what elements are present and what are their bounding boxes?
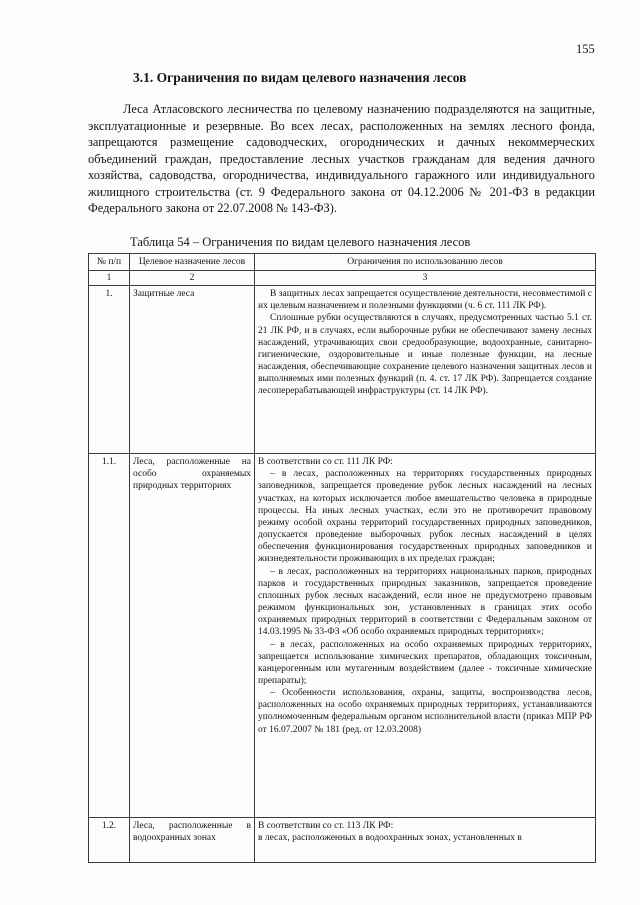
row-restrictions <box>255 818 596 863</box>
table-header-row <box>89 254 596 271</box>
row-purpose: Леса, расположенные на особо охраняемых природных территориях <box>130 454 255 818</box>
table-caption: Таблица 54 – Ограничения по видам целевого назначения лесов <box>130 235 471 249</box>
row-number: 1. <box>89 286 130 454</box>
row-number: 1.1. <box>89 454 130 818</box>
table-row <box>89 818 596 863</box>
row-restrictions <box>255 286 596 454</box>
intro-paragraph: Леса Атласовского лесничества по целевому назначению подразделяются на защитные, эксплуатационные и резервные. Во всех лесах, расположенных на землях лесного фонда, запрещаются размещение садоводческих, огороднических и дачных некоммерческих объединений граждан, предоставление лесных участков гражданам для ведения дачного хозяйства, садоводства, огородничества, индивидуального гаражного или индивидуального жилищного строительства (ст. 9 Федерального закона от 04.12.2006 № 201-ФЗ в редакции Федерального закона от 22.07.2008 № 143-ФЗ). <box>88 102 595 215</box>
restriction-paragraph: в лесах, расположенных в водоохранных зонах, установленных в <box>258 833 522 844</box>
restriction-paragraph: – Особенности использования, охраны, защиты, воспроизводства лесов, расположенных на особо охраняемых природных территориях, устанавливаются уполномоченным федеральным органом исполнительной власти (приказ МПР РФ от 16.07.2007 № 181 (ред. от 12.03.2008) <box>258 688 592 735</box>
intro-text <box>88 101 595 217</box>
row-purpose: Леса, расположенные в водоохранных зонах <box>130 818 255 863</box>
header-purpose: Целевое назначение лесов <box>130 254 255 271</box>
restriction-paragraph: В соответствии со ст. 113 ЛК РФ: <box>258 821 394 832</box>
page-number: 155 <box>576 42 595 56</box>
restriction-paragraph: – в лесах, расположенных на территориях государственных природных заповедников, запрещается проведение рубок лесных насаждений на лесных участках, на которых исключается любое вмешательство человека в природные процессы. На иных лесных участках, если это не противоречит правовому режиму особой охраны территорий государственных природных заповедников, допускается проведение выборочных рубок лесных насаждений в целях обеспечения функционирования государственных природных заповедников и жизнедеятельности проживающих в их пределах граждан; <box>258 469 592 565</box>
row-restrictions <box>255 454 596 818</box>
column-index: 2 <box>130 271 255 286</box>
column-index: 1 <box>89 271 130 286</box>
table-row <box>89 286 596 454</box>
column-index-row <box>89 271 596 286</box>
header-number: № п/п <box>89 254 130 271</box>
table-row <box>89 454 596 818</box>
row-number: 1.2. <box>89 818 130 863</box>
restrictions-table <box>88 253 596 863</box>
restriction-paragraph: В соответствии со ст. 111 ЛК РФ: <box>258 457 393 468</box>
header-restrictions: Ограничения по использованию лесов <box>255 254 596 271</box>
column-index: 3 <box>255 271 596 286</box>
restriction-paragraph: В защитных лесах запрещается осуществление деятельности, несовместимой с их целевым назначением и полезными функциями (ч. 6 ст. 111 ЛК РФ). <box>258 289 592 312</box>
row-purpose: Защитные леса <box>130 286 255 454</box>
section-heading: 3.1. Ограничения по видам целевого назначения лесов <box>133 70 467 85</box>
restriction-paragraph: Сплошные рубки осуществляются в случаях, предусмотренных частью 5.1 ст. 21 ЛК РФ, и в случаях, если выборочные рубки не обеспечивают замену лесных насаждений, утрачивающих свои средообразующие, водоохранные, санитарно-гигиенические, оздоровительные и иные полезные функции, на лесные насаждения, обеспечивающие сохранение целевого назначения защитных лесов и выполняемых ими полезных функций (п. 4. ст. 17 ЛК РФ). Запрещается создание лесоперерабатывающей инфраструктуры (ст. 14 ЛК РФ). <box>258 313 592 397</box>
restriction-paragraph: – в лесах, расположенных на особо охраняемых природных территориях, запрещается использование химических препаратов, обладающих токсичным, канцерогенным или мутагенным воздействием (далее - токсичные химические препараты); <box>258 639 592 686</box>
restriction-paragraph: – в лесах, расположенных на территориях национальных парков, природных парков и государственных природных заказников, запрещается проведение сплошных рубок лесных насаждений, если иное не предусмотрено правовым режимом функциональных зон, установленных в границах этих особо охраняемых природных территорий в соответствии с Федеральным законом от 14.03.1995 № 33-ФЗ «Об особо охраняемых природных территориях»; <box>258 566 592 638</box>
